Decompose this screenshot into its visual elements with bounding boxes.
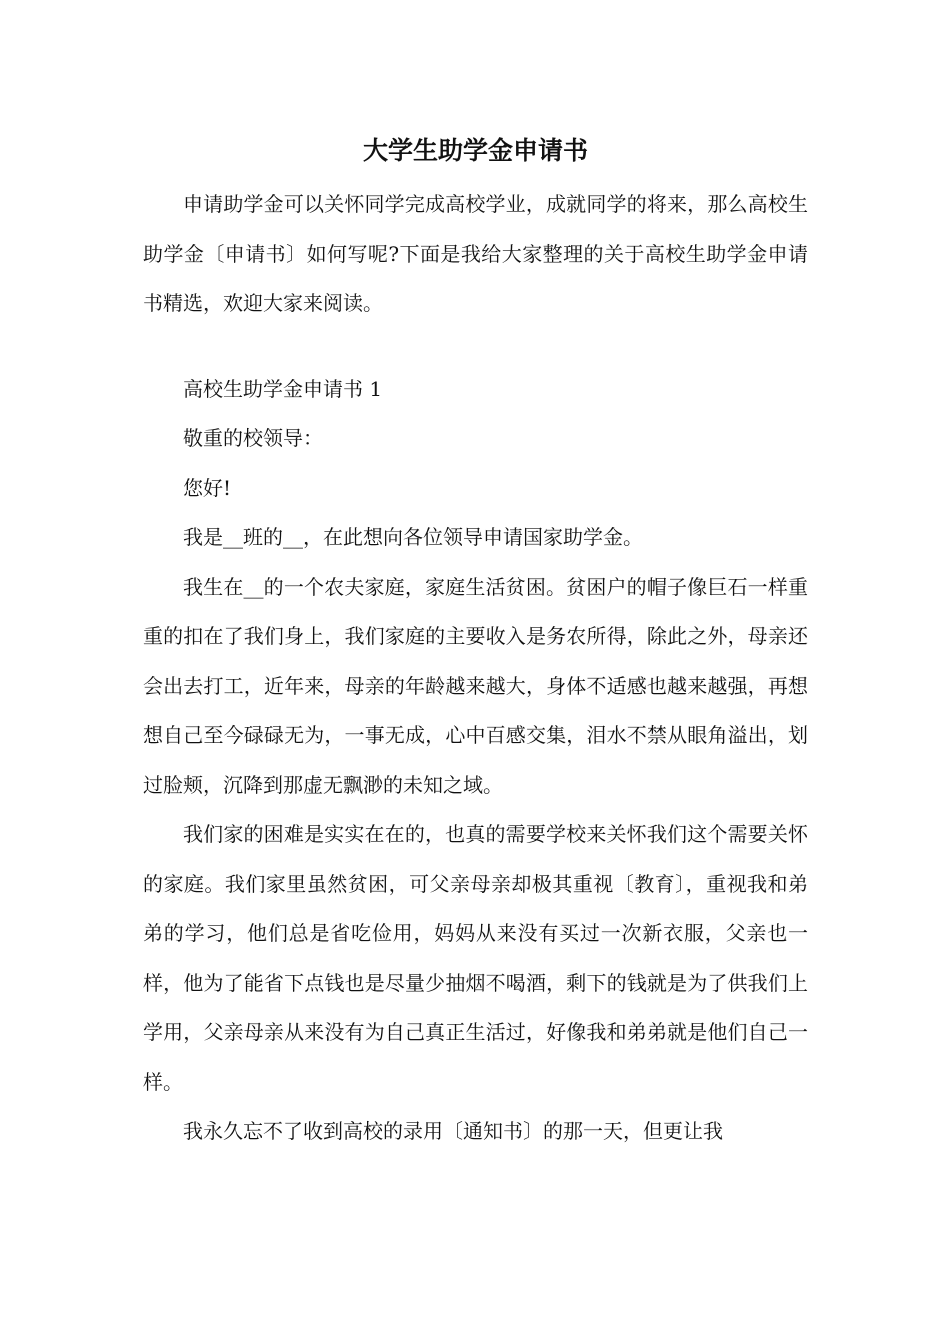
- salutation: 敬重的校领导：: [183, 426, 323, 450]
- body-paragraph-1: 我是__班的__，在此想向各位领导申请国家助学金。: [183, 525, 643, 549]
- section-gap: [143, 329, 808, 365]
- section-heading: 高校生助学金申请书 1: [183, 376, 383, 401]
- greeting: 您好!: [183, 475, 232, 500]
- document-title: 大学生助学金申请书: [362, 136, 588, 165]
- body-paragraph-3: 我们家的困难是实实在在的，也真的需要学校来关怀我们这个需要关怀的家庭。我们家里虽然贫困，可父亲母亲却极其重视〔教育〕，重视我和弟弟的学习，他们总是省吃俭用，妈妈从来没有买过一次新衣服，父亲也一样，他为了能省下点钱也是尽量少抽烟不喝酒，剩下的钱就是为了供我们上学用，父亲母亲从来没有为自己真正生活过，好像我和弟弟就是他们自己一样。: [143, 822, 808, 1094]
- intro-paragraph: 申请助学金可以关怀同学完成高校学业，成就同学的将来，那么高校生助学金〔申请书〕如何写呢?下面是我给大家整理的关于高校生助学金申请书精选，欢迎大家来阅读。: [143, 192, 808, 315]
- document-body: [143, 128, 808, 1157]
- body-paragraph-4: 我永久忘不了收到高校的录用〔通知书〕的那一天，但更让我: [183, 1119, 723, 1143]
- body-paragraph-2: 我生在__的一个农夫家庭，家庭生活贫困。贫困户的帽子像巨石一样重重的扣在了我们身上，我们家庭的主要收入是务农所得，除此之外，母亲还会出去打工，近年来，母亲的年龄越来越大，身体不适感也越来越强，再想想自己至今碌碌无为，一事无成，心中百感交集，泪水不禁从眼角溢出，划过脸颊，沉降到那虚无飘渺的未知之域。: [143, 574, 808, 797]
